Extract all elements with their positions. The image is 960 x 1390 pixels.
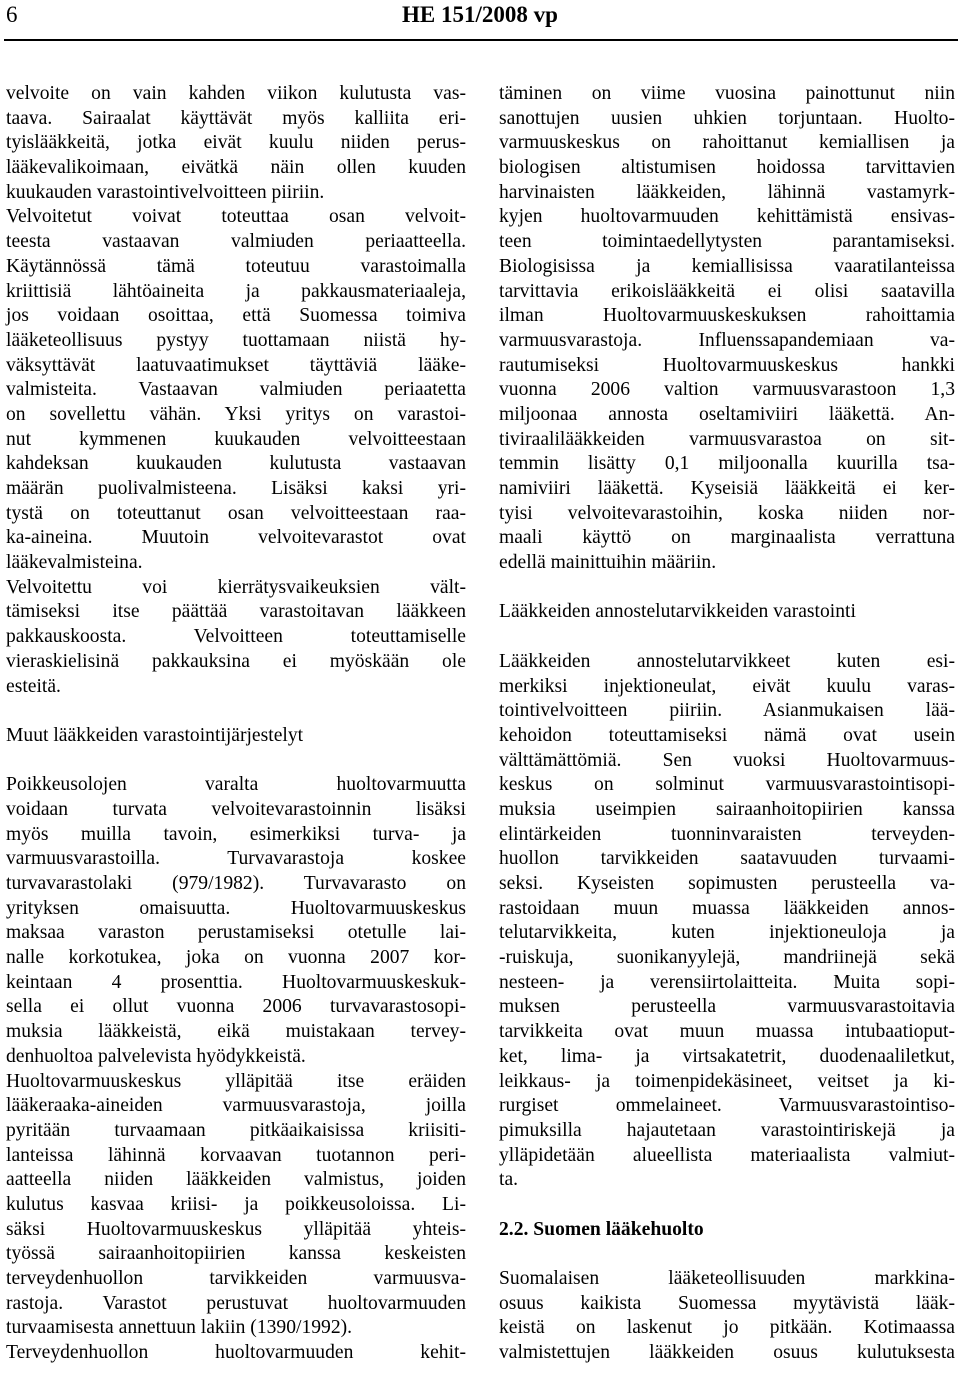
text-line: kulutus kasvaa kriisi- ja poikkeusoloissa. Li- (6, 1193, 466, 1215)
text-line: jos voidaan osoittaa, että Suomessa toimiva (6, 305, 466, 327)
text-line: kuukauden varastointivelvoitteen piiriin. (6, 181, 325, 203)
text-line: taava. Sairaalat käyttävät myös kalliita eri- (6, 107, 466, 129)
text-line: täminen on viime vuosina painottunut niin (499, 83, 955, 104)
blank-line (499, 576, 955, 601)
text-line: seksi. Kyseisten sopimusten perusteella va- (499, 873, 955, 894)
text-line: tystä on toteuttanut osan velvoitteestaan raa- (6, 502, 466, 524)
text-line: denhuoltoa palvelevista hyödykkeistä. (6, 1045, 306, 1067)
text-line: nalle korkotukea, joka on vuonna 2007 kor- (6, 947, 466, 969)
text-line: ta. (499, 1169, 519, 1191)
page-header (0, 0, 960, 60)
blank-line (499, 1242, 955, 1267)
text-line: rastoja. Varastot perustuvat huoltovarmuuden (6, 1292, 466, 1314)
text-line: Velvoitetut voivat toteuttaa osan velvoit- (6, 206, 466, 228)
text-line: lanteissa lähinnä korvaavan tuotannon peri- (6, 1144, 466, 1166)
text-line: varmuusvarastoja. Influenssapandemiaan va- (499, 329, 955, 351)
document-id: HE 151/2008 vp (402, 2, 558, 27)
text-line: miljoonaa annosta oseltamiviiri lääkettä. An- (499, 403, 955, 425)
text-line: työssä sairaanhoitopiirien kanssa keskeisten (6, 1243, 466, 1265)
text-line: pakkauskoosta. Velvoitteen toteuttamiselle (6, 626, 466, 648)
text-line: tämiseksi itse päättää varastoitavan lääkkeen (6, 601, 466, 623)
text-line: tarvittavia erikoislääkkeitä ei olisi saatavilla (499, 280, 955, 302)
text-line: keskus on solminut varmuusvarastointisopi- (499, 774, 955, 796)
section-heading: Lääkkeiden annostelutarvikkeiden varastointi (499, 601, 856, 623)
text-line: harvinaisten lääkkeiden, lähinnä vastamyrk- (499, 181, 955, 203)
blank-line (499, 1193, 955, 1218)
text-line: nut kymmenen kuukauden velvoitteestaan (6, 428, 466, 450)
text-line: vieraskielisinä pakkauksina ei myöskään ole (6, 650, 466, 672)
text-line: kriittisiä lähtöaineita ja pakkausmateriaaleja, (6, 280, 466, 302)
header-rule (4, 39, 958, 41)
blank-line (6, 749, 466, 774)
text-line: maksaa varaston perustamiseksi otetulle lai- (6, 922, 466, 944)
blank-line (499, 625, 955, 650)
text-line: rastoidaan muun muassa lääkkeiden annos- (499, 897, 955, 919)
text-line: telutarvikkeita, kuten injektioneuloja ja (499, 922, 955, 944)
text-line: määrän puolivalmisteena. Lisäksi kaksi yri- (6, 478, 466, 499)
text-line: rurgiset ommelaineet. Varmuusvarastointiso- (499, 1095, 955, 1117)
right-column (499, 82, 955, 1366)
text-line: lääketeollisuus pystyy tuottamaan niistä hy- (6, 329, 466, 351)
text-line: sella ei ollut vuonna 2006 turvavarastosopi- (6, 996, 466, 1018)
text-line: ilman Huoltovarmuuskeskuksen rahoittamia (499, 305, 955, 327)
text-line: vuonna 2006 valtion varmuusvarastoon 1,3 (499, 379, 955, 401)
text-line: velvoite on vain kahden viikon kulutusta vas- (6, 83, 466, 104)
text-line: voidaan turvata velvoitevarastoinnin lisäksi (6, 798, 466, 820)
text-line: turvavarastolaki (979/1982). Turvavarasto on (6, 873, 466, 894)
text-line: tiviraalilääkkeiden varmuusvarastoa on sit- (499, 428, 955, 450)
text-line: aatteella niiden lääkkeiden valmistus, joiden (6, 1169, 466, 1191)
text-line: muksen perusteella varmuusvarastoitavia (499, 996, 955, 1018)
text-line: ylläpidetään alueellista materiaalista valmiut- (499, 1144, 955, 1166)
text-line: turvaamisesta annettuun lakiin (1390/1992). (6, 1317, 353, 1339)
text-line: säksi Huoltovarmuuskeskus ylläpitää yhteis- (6, 1218, 466, 1240)
text-line: lääkeraaka-aineiden varmuusvarastoja, joilla (6, 1095, 466, 1117)
text-line: rautumiseksi Huoltovarmuuskeskus hankki (499, 354, 955, 376)
numbered-heading: 2.2. Suomen lääkehuolto (499, 1218, 704, 1240)
text-line: leikkaus- ja toimenpidekäsineet, veitset ja ki- (499, 1070, 955, 1092)
text-line: Velvoitettu voi kierrätysvaikeuksien vält- (6, 576, 466, 598)
page-number: 6 (6, 2, 18, 27)
text-line: muksia lääkkeistä, eikä muistakaan tervey- (6, 1021, 466, 1043)
text-line: namiviiri lääkettä. Kyseisiä lääkkeitä ei ker- (499, 478, 955, 499)
text-line: teen toimintaedellytysten parantamiseksi. (499, 231, 955, 253)
text-line: valmistettujen lääkkeiden osuus kulutuksesta (499, 1342, 955, 1364)
text-line: -ruiskuja, suonikanyylejä, mandriinejä sekä (499, 947, 955, 969)
text-line: biologisen altistumisen hoidossa tarvittavien (499, 157, 955, 179)
text-line: ket, lima- ja virtsakatetrit, duodenaaliletkut, (499, 1045, 955, 1067)
text-line: tyislääkkeitä, jotka eivät kuulu niiden perus- (6, 132, 466, 154)
text-line: varmuuskeskus on rahoittanut kemiallisen ja (499, 132, 955, 154)
text-line: sanottujen uusien uhkien torjuntaan. Huolto- (499, 107, 955, 129)
text-line: edellä mainittuihin määriin. (499, 552, 717, 574)
text-line: tyisi velvoitevarastoihin, koska niiden nor- (499, 502, 955, 524)
text-line: on sovellettu vähän. Yksi yritys on varastoi- (6, 403, 466, 425)
text-line: osuus kaikista Suomessa myytävistä lääk- (499, 1292, 955, 1314)
text-line: valmisteita. Vastaavan valmiuden periaatetta (6, 379, 466, 401)
section-heading: Muut lääkkeiden varastointijärjestelyt (6, 724, 304, 746)
text-line: merkiksi injektioneulat, eivät kuulu varas- (499, 675, 955, 697)
blank-line (6, 699, 466, 724)
text-line: elintärkeiden tuonninvaraisten terveyden- (499, 823, 955, 845)
text-line: yrityksen omaisuutta. Huoltovarmuuskeskus (6, 897, 466, 919)
text-line: teesta vastaavan valmiuden periaatteella. (6, 231, 466, 253)
text-line: kehoidon toteuttamiseksi nämä ovat usein (499, 724, 955, 746)
text-line: Terveydenhuollon huoltovarmuuden kehit- (6, 1342, 466, 1364)
left-column (6, 82, 466, 1366)
text-line: pyritään turvaamaan pitkäaikaisissa kriisiti- (6, 1119, 466, 1141)
text-line: kahdeksan kuukauden kulutusta vastaavan (6, 453, 466, 475)
text-line: muksia useimpien sairaanhoitopiirien kanssa (499, 798, 955, 820)
text-line: temmin lisätty 0,1 miljoonalla kuurilla tsa- (499, 453, 955, 475)
text-line: nesteen- ja verensiirtolaitteita. Muita sopi- (499, 971, 955, 993)
text-line: keintaan 4 prosenttia. Huoltovarmuuskeskuk- (6, 971, 466, 993)
text-line: keistä on laskenut jo pitkään. Kotimaassa (499, 1317, 955, 1339)
text-line: Huoltovarmuuskeskus ylläpitää itse eräiden (6, 1070, 466, 1092)
text-line: tarvikkeita ovat muun muassa intubaatioput- (499, 1021, 955, 1043)
text-line: lääkevalmisteina. (6, 552, 143, 574)
text-line: välttämättömiä. Sen vuoksi Huoltovarmuus- (499, 749, 955, 771)
text-line: Käytännössä tämä toteutuu varastoimalla (6, 255, 466, 277)
text-line: väksyttävät laatuvaatimukset täyttäviä lääke- (6, 354, 466, 376)
text-line: lääkevalikoimaan, eivätkä näin ollen kuuden (6, 157, 466, 179)
text-line: huollon tarvikkeiden saatavuuden turvaami- (499, 848, 955, 870)
text-line: Lääkkeiden annostelutarvikkeet kuten esi- (499, 650, 955, 672)
text-line: kyjen huoltovarmuuden kehittämistä ensivas- (499, 206, 955, 228)
text-line: maali käyttö on marginaalista verrattuna (499, 527, 955, 549)
text-line: pimuksilla hajautetaan varastointiriskejä ja (499, 1119, 955, 1141)
text-line: Suomalaisen lääketeollisuuden markkina- (499, 1268, 955, 1289)
text-line: varmuusvarastoilla. Turvavarastoja koskee (6, 848, 466, 870)
text-line: terveydenhuollon tarvikkeiden varmuusva- (6, 1268, 466, 1289)
text-line: myös muilla tavoin, esimerkiksi turva- ja (6, 823, 466, 845)
text-line: tointivelvoitteen piiriin. Asianmukaisen lää- (499, 700, 955, 722)
text-line: esteitä. (6, 675, 61, 697)
text-line: Poikkeusolojen varalta huoltovarmuutta (6, 774, 466, 796)
text-line: Biologisissa ja kemiallisissa vaaratilanteissa (499, 255, 955, 277)
text-line: ka-aineina. Muutoin velvoitevarastot ovat (6, 527, 466, 549)
